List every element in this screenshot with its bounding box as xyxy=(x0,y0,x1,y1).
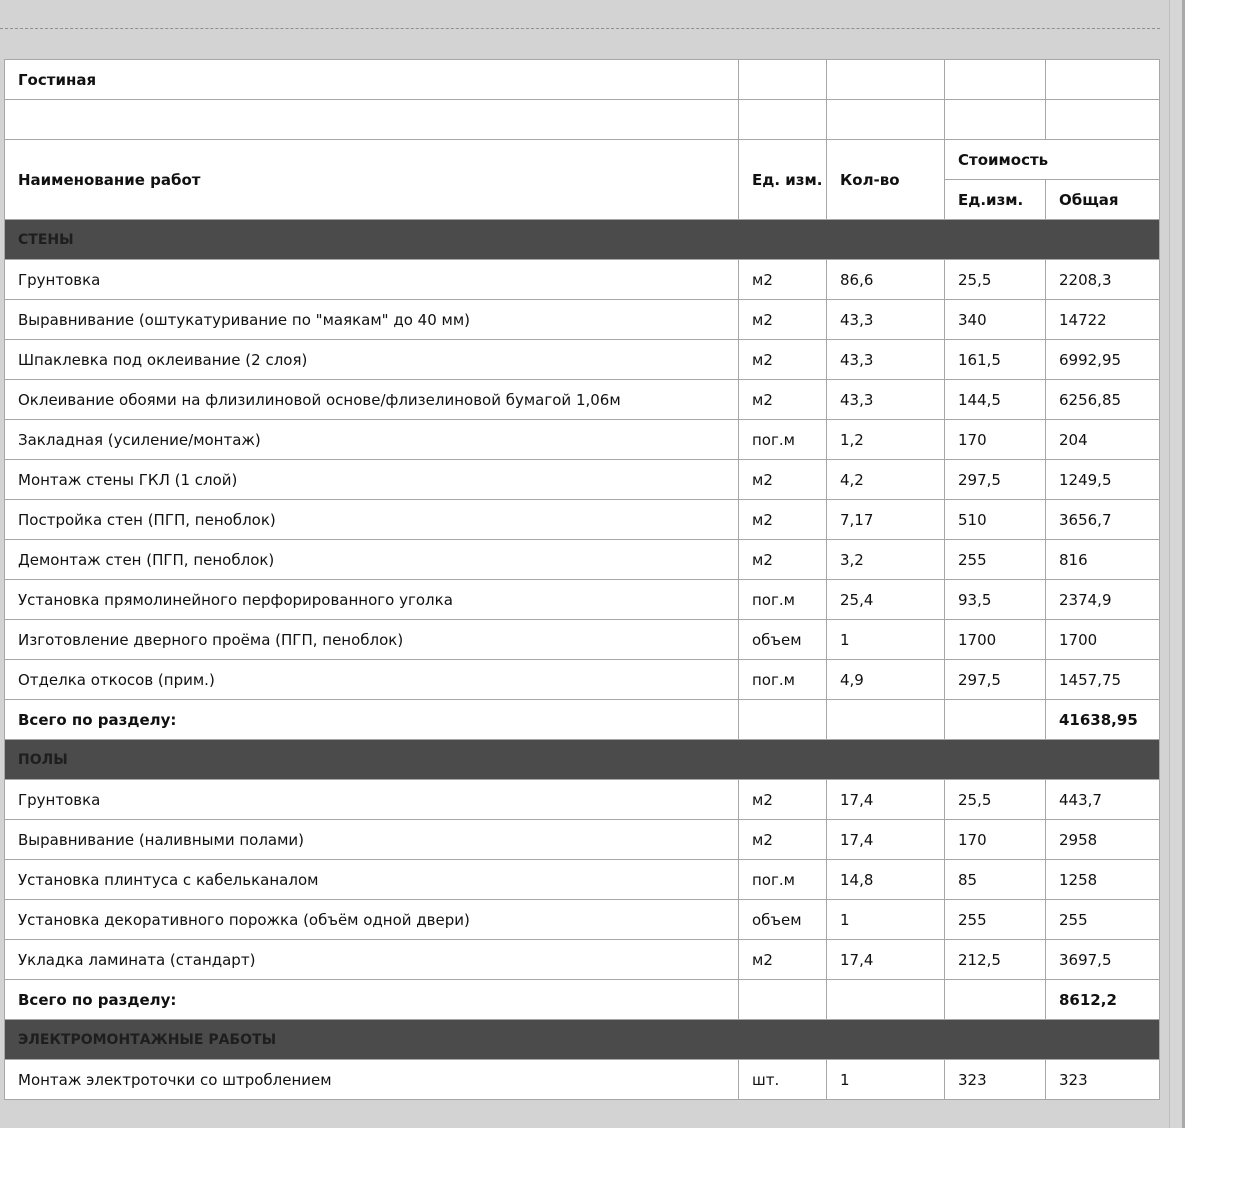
empty-cell xyxy=(739,100,827,140)
quantity-cell: 4,2 xyxy=(827,460,945,500)
unit-price-cell: 25,5 xyxy=(945,780,1046,820)
table-row xyxy=(5,660,1160,700)
estimate-table xyxy=(4,59,1160,1100)
unit-cell: м2 xyxy=(739,460,827,500)
quantity-cell: 1 xyxy=(827,1060,945,1100)
header-cost: Стоимость xyxy=(945,140,1160,180)
total-cell: 6256,85 xyxy=(1046,380,1160,420)
header-row xyxy=(5,140,1160,180)
table-row xyxy=(5,380,1160,420)
header-unit-price: Ед.изм. xyxy=(945,180,1046,220)
total-cell: 1457,75 xyxy=(1046,660,1160,700)
empty-cell xyxy=(945,700,1046,740)
quantity-cell: 17,4 xyxy=(827,780,945,820)
unit-price-cell: 255 xyxy=(945,900,1046,940)
quantity-cell: 1,2 xyxy=(827,420,945,460)
section-total-row xyxy=(5,980,1160,1020)
total-cell: 1258 xyxy=(1046,860,1160,900)
empty-cell xyxy=(739,700,827,740)
section-header-row xyxy=(5,740,1160,780)
empty-cell xyxy=(739,60,827,100)
unit-price-cell: 212,5 xyxy=(945,940,1046,980)
unit-cell: м2 xyxy=(739,500,827,540)
unit-cell: шт. xyxy=(739,1060,827,1100)
work-name-cell: Выравнивание (наливными полами) xyxy=(5,820,739,860)
unit-cell: м2 xyxy=(739,300,827,340)
work-name-cell: Установка прямолинейного перфорированного уголка xyxy=(5,580,739,620)
empty-cell xyxy=(945,60,1046,100)
unit-price-cell: 340 xyxy=(945,300,1046,340)
section-header-row xyxy=(5,220,1160,260)
unit-price-cell: 93,5 xyxy=(945,580,1046,620)
header-unit: Ед. изм. xyxy=(739,140,827,220)
window-edge xyxy=(1182,0,1185,1128)
total-cell: 816 xyxy=(1046,540,1160,580)
section-title: ПОЛЫ xyxy=(5,740,1160,780)
quantity-cell: 17,4 xyxy=(827,940,945,980)
total-cell: 2374,9 xyxy=(1046,580,1160,620)
section-header-row xyxy=(5,1020,1160,1060)
section-title: ЭЛЕКТРОМОНТАЖНЫЕ РАБОТЫ xyxy=(5,1020,1160,1060)
quantity-cell: 86,6 xyxy=(827,260,945,300)
work-name-cell: Грунтовка xyxy=(5,780,739,820)
unit-price-cell: 25,5 xyxy=(945,260,1046,300)
unit-cell: объем xyxy=(739,620,827,660)
unit-cell: м2 xyxy=(739,940,827,980)
table-row xyxy=(5,780,1160,820)
empty-cell xyxy=(1046,100,1160,140)
total-cell: 1249,5 xyxy=(1046,460,1160,500)
table-row xyxy=(5,300,1160,340)
unit-price-cell: 510 xyxy=(945,500,1046,540)
total-cell: 2958 xyxy=(1046,820,1160,860)
table-row xyxy=(5,500,1160,540)
total-cell: 255 xyxy=(1046,900,1160,940)
unit-price-cell: 144,5 xyxy=(945,380,1046,420)
empty-cell xyxy=(1046,60,1160,100)
work-name-cell: Установка плинтуса с кабельканалом xyxy=(5,860,739,900)
table-row xyxy=(5,420,1160,460)
total-cell: 204 xyxy=(1046,420,1160,460)
table-row xyxy=(5,260,1160,300)
section-total-value: 8612,2 xyxy=(1046,980,1160,1020)
quantity-cell: 1 xyxy=(827,620,945,660)
table-row xyxy=(5,860,1160,900)
table-row xyxy=(5,580,1160,620)
table-row xyxy=(5,820,1160,860)
table-row xyxy=(5,1060,1160,1100)
work-name-cell: Изготовление дверного проёма (ПГП, пеноблок) xyxy=(5,620,739,660)
unit-price-cell: 297,5 xyxy=(945,460,1046,500)
quantity-cell: 43,3 xyxy=(827,380,945,420)
empty-cell xyxy=(945,100,1046,140)
empty-cell xyxy=(739,980,827,1020)
total-cell: 6992,95 xyxy=(1046,340,1160,380)
empty-cell xyxy=(827,700,945,740)
empty-cell xyxy=(827,60,945,100)
unit-price-cell: 255 xyxy=(945,540,1046,580)
section-total-row xyxy=(5,700,1160,740)
table-row xyxy=(5,540,1160,580)
work-name-cell: Закладная (усиление/монтаж) xyxy=(5,420,739,460)
table-row xyxy=(5,620,1160,660)
work-name-cell: Оклеивание обоями на флизилиновой основе/флизелиновой бумагой 1,06м xyxy=(5,380,739,420)
quantity-cell: 25,4 xyxy=(827,580,945,620)
unit-price-cell: 1700 xyxy=(945,620,1046,660)
section-total-label: Всего по разделу: xyxy=(5,700,739,740)
total-cell: 14722 xyxy=(1046,300,1160,340)
section-total-label: Всего по разделу: xyxy=(5,980,739,1020)
header-qty: Кол-во xyxy=(827,140,945,220)
work-name-cell: Постройка стен (ПГП, пеноблок) xyxy=(5,500,739,540)
work-name-cell: Демонтаж стен (ПГП, пеноблок) xyxy=(5,540,739,580)
table-row xyxy=(5,940,1160,980)
work-name-cell: Установка декоративного порожка (объём одной двери) xyxy=(5,900,739,940)
quantity-cell: 7,17 xyxy=(827,500,945,540)
unit-cell: пог.м xyxy=(739,420,827,460)
quantity-cell: 1 xyxy=(827,900,945,940)
quantity-cell: 43,3 xyxy=(827,340,945,380)
total-cell: 2208,3 xyxy=(1046,260,1160,300)
room-title-row xyxy=(5,60,1160,100)
quantity-cell: 17,4 xyxy=(827,820,945,860)
empty-cell xyxy=(945,980,1046,1020)
work-name-cell: Выравнивание (оштукатуривание по "маякам" до 40 мм) xyxy=(5,300,739,340)
unit-cell: пог.м xyxy=(739,580,827,620)
empty-cell xyxy=(5,100,739,140)
unit-price-cell: 170 xyxy=(945,820,1046,860)
header-total: Общая xyxy=(1046,180,1160,220)
work-name-cell: Монтаж электроточки со штроблением xyxy=(5,1060,739,1100)
unit-cell: м2 xyxy=(739,780,827,820)
total-cell: 3697,5 xyxy=(1046,940,1160,980)
room-title: Гостиная xyxy=(5,60,739,100)
section-title: СТЕНЫ xyxy=(5,220,1160,260)
table-row xyxy=(5,460,1160,500)
quantity-cell: 4,9 xyxy=(827,660,945,700)
unit-cell: м2 xyxy=(739,340,827,380)
work-name-cell: Монтаж стены ГКЛ (1 слой) xyxy=(5,460,739,500)
unit-price-cell: 170 xyxy=(945,420,1046,460)
total-cell: 1700 xyxy=(1046,620,1160,660)
unit-cell: объем xyxy=(739,900,827,940)
quantity-cell: 3,2 xyxy=(827,540,945,580)
unit-price-cell: 297,5 xyxy=(945,660,1046,700)
unit-cell: м2 xyxy=(739,540,827,580)
table-row xyxy=(5,900,1160,940)
empty-cell xyxy=(827,980,945,1020)
total-cell: 443,7 xyxy=(1046,780,1160,820)
unit-cell: м2 xyxy=(739,820,827,860)
quantity-cell: 14,8 xyxy=(827,860,945,900)
quantity-cell: 43,3 xyxy=(827,300,945,340)
work-name-cell: Отделка откосов (прим.) xyxy=(5,660,739,700)
unit-price-cell: 161,5 xyxy=(945,340,1046,380)
unit-price-cell: 323 xyxy=(945,1060,1046,1100)
unit-cell: пог.м xyxy=(739,860,827,900)
work-name-cell: Грунтовка xyxy=(5,260,739,300)
blank-row xyxy=(5,100,1160,140)
work-name-cell: Шпаклевка под оклеивание (2 слоя) xyxy=(5,340,739,380)
empty-cell xyxy=(827,100,945,140)
total-cell: 323 xyxy=(1046,1060,1160,1100)
section-total-value: 41638,95 xyxy=(1046,700,1160,740)
total-cell: 3656,7 xyxy=(1046,500,1160,540)
unit-price-cell: 85 xyxy=(945,860,1046,900)
unit-cell: м2 xyxy=(739,380,827,420)
work-name-cell: Укладка ламината (стандарт) xyxy=(5,940,739,980)
unit-cell: м2 xyxy=(739,260,827,300)
unit-cell: пог.м xyxy=(739,660,827,700)
page-break-line xyxy=(0,28,1160,29)
header-name: Наименование работ xyxy=(5,140,739,220)
table-row xyxy=(5,340,1160,380)
